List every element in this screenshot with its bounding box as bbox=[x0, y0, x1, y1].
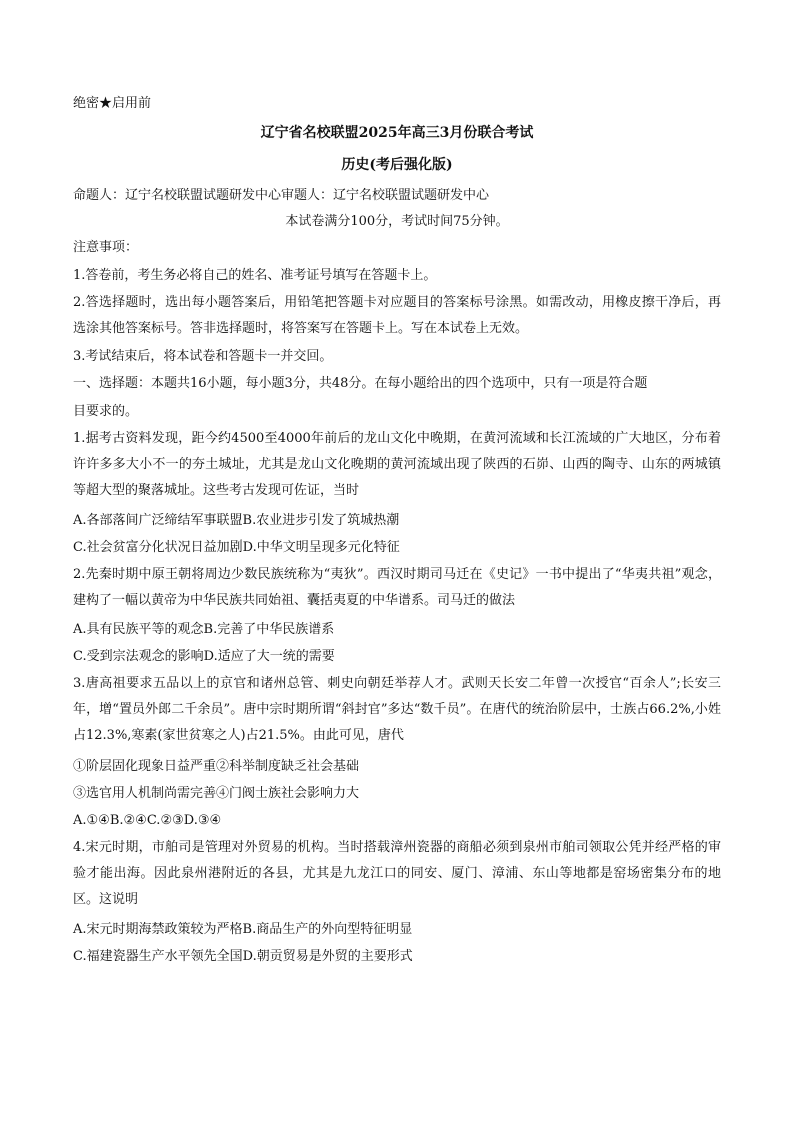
question-1-options-cd: C.社会贫富分化状况日益加剧D.中华文明呈现多元化特征 bbox=[73, 540, 400, 555]
question-3-items-12: ①阶层固化现象日益严重②科举制度缺乏社会基础 bbox=[73, 759, 360, 774]
note-1: 1.答卷前，考生务必将自己的姓名、准考证号填写在答题卡上。 bbox=[73, 268, 437, 283]
question-4-options-cd: C.福建瓷器生产水平领先全国D.朝贡贸易是外贸的主要形式 bbox=[73, 949, 413, 964]
score-time-note: 本试卷满分100分，考试时间75分钟。 bbox=[285, 214, 509, 229]
confidential-label: 绝密★启用前 bbox=[73, 96, 152, 111]
note-3: 3.考试结束后，将本试卷和答题卡一并交回。 bbox=[73, 349, 333, 364]
question-3-items-34: ③选官用人机制尚需完善④门阀士族社会影响力大 bbox=[73, 786, 360, 801]
section-heading-line2: 目要求的。 bbox=[73, 404, 139, 419]
section-heading-line1: 一、选择题：本题共16小题，每小题3分，共48分。在每小题给出的四个选项中，只有一项是符合题 bbox=[73, 376, 648, 391]
question-1-options-ab: A.各部落间广泛缔结军事联盟B.农业进步引发了筑城热潮 bbox=[73, 513, 400, 528]
question-3-stem: 3.唐高祖要求五品以上的京官和诸州总管、刺史向朝廷举荐人才。武则天长安二年曾一次授官“百余人”;长安三年，增“置员外郎二千余员”。唐中宗时期所谓“斜封官”多达“数千员”。在唐代的统治阶层中，士族占66.2%,小姓占12.3%,寒素(家世贫寒之人)占21.5%。由此可见，唐代 bbox=[73, 676, 721, 743]
exam-subtitle: 历史(考后强化版) bbox=[341, 157, 453, 173]
notes-heading: 注意事项： bbox=[73, 240, 139, 255]
question-2-options-ab: A.具有民族平等的观念B.完善了中华民族谱系 bbox=[73, 622, 335, 637]
question-2-stem: 2.先秦时期中原王朝将周边少数民族统称为“夷狄”。西汉时期司马迁在《史记》一书中提出了“华夷共祖”观念，建构了一幅以黄帝为中华民族共同始祖、囊括夷夏的中华谱系。司马迁的做法 bbox=[73, 567, 721, 608]
question-4-stem: 4.宋元时期，市舶司是管理对外贸易的机构。当时搭载漳州瓷器的商船必须到泉州市舶司领取公凭并经严格的审验才能出海。因此泉州港附近的各县，尤其是九龙江口的同安、厦门、漳浦、东山等地都是窑场密集分布的地区。这说明 bbox=[73, 840, 721, 907]
question-2-options-cd: C.受到宗法观念的影响D.适应了大一统的需要 bbox=[73, 649, 335, 664]
question-4-options-ab: A.宋元时期海禁政策较为严格B.商品生产的外向型特征明显 bbox=[73, 922, 413, 937]
question-1-stem: 1.据考古资料发现，距今约4500至4000年前后的龙山文化中晚期，在黄河流域和长江流域的广大地区，分布着许许多多大小不一的夯土城址，尤其是龙山文化晚期的黄河流域出现了陕西的石峁、山西的陶寺、山东的两城镇等超大型的聚落城址。这些考古发现可佐证，当时 bbox=[73, 431, 721, 498]
question-3-options: A.①④B.②④C.②③D.③④ bbox=[73, 813, 222, 828]
authors-line: 命题人：辽宁名校联盟试题研发中心审题人：辽宁名校联盟试题研发中心 bbox=[73, 188, 490, 203]
exam-title: 辽宁省名校联盟2025年高三3月份联合考试 bbox=[260, 125, 534, 141]
note-2: 2.答选择题时，选出每小题答案后，用铅笔把答题卡对应题目的答案标号涂黑。如需改动，用橡皮擦干净后，再选涂其他答案标号。答非选择题时，将答案写在答题卡上。写在本试卷上无效。 bbox=[73, 295, 721, 336]
